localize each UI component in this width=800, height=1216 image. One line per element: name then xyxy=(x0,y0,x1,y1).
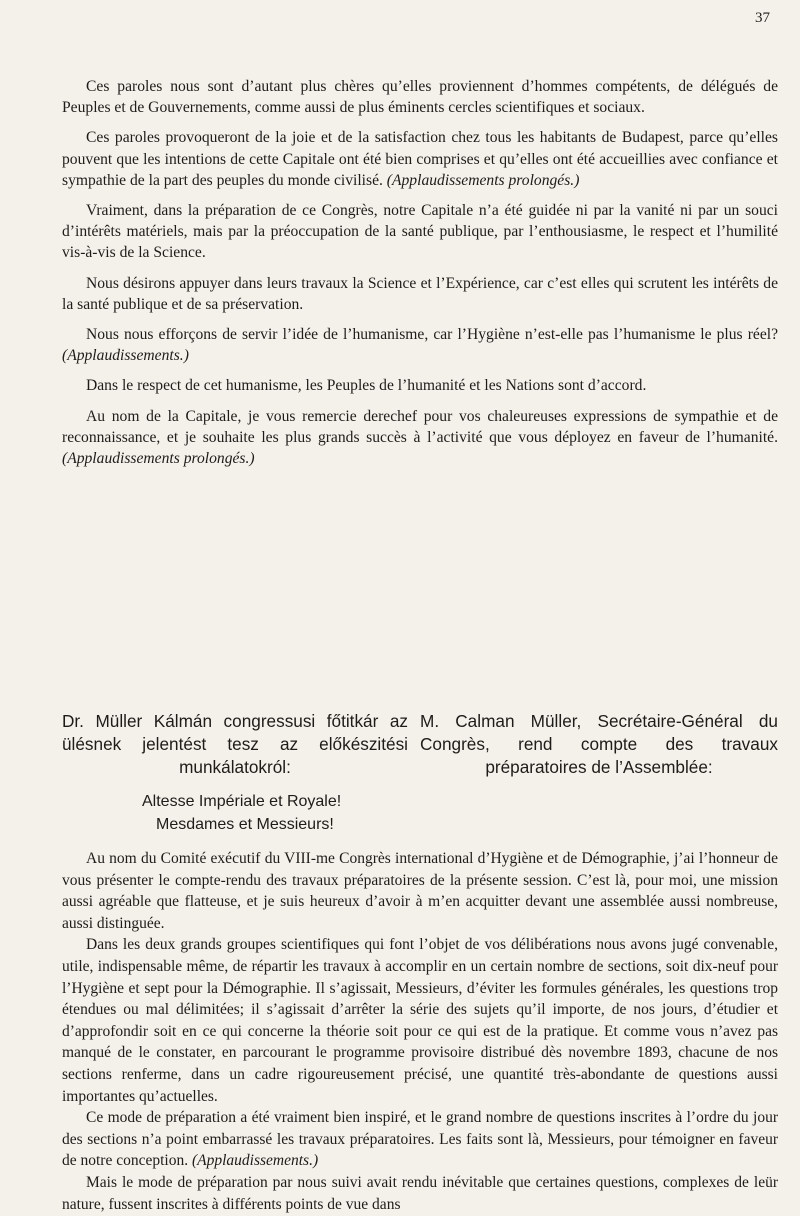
applause-note: (Applaudissements prolongés.) xyxy=(62,450,255,468)
applause-note: (Applaudissements prolongés.) xyxy=(386,171,580,189)
applause-note: (Applaudissements.) xyxy=(191,1152,319,1170)
page-number: 37 xyxy=(755,10,770,26)
salutation-line: Altesse Impériale et Royale! xyxy=(142,793,342,810)
paragraph: Au nom du Comité exécutif du VIII-me Congrès international d’Hygiène et de Démographie, j’ai l’honneur de vous présenter le compte-rendu des travaux préparatoires de la présente session. C’est là, pour moi, une mission aussi agréable que flatteuse, et je suis heureux d’avoir à m’en acquitter devant une assemblée aussi nombreuse, aussi distinguée. xyxy=(62,850,778,932)
heading-french: M. Calman Müller, Secrétaire-Général du Congrès, rend compte des travaux préparatoires de l’Assemblée: xyxy=(420,711,778,777)
paragraph: Ces paroles provoqueront de la joie et de la satisfaction chez tous les habitants de Budapest, parce qu’elles pouvent que les intentions de cette Capitale ont été bien comprises et qu’elles ont été accueillies avec confiance et sympathie de la part des peuples du monde civilisé. (Applaudissements prolongés.) xyxy=(62,129,778,189)
paragraph: Ce mode de préparation a été vraiment bien inspiré, et le grand nombre de questions inscrites à l’ordre du jour des sections n’a point embarrassé les travaux préparatoires. Les faits sont là, Messieurs, pour témoigner en faveur de notre conception. (Applaudissements.) xyxy=(62,1109,778,1170)
bilingual-heading xyxy=(62,710,778,779)
salutation-line: Mesdames et Messieurs! xyxy=(156,816,334,833)
paragraph: Nous désirons appuyer dans leurs travaux la Science et l’Expérience, car c’est elles qui scrutent les intérêts de la santé publique et de sa préservation. xyxy=(62,274,778,313)
heading-hungarian: Dr. Müller Kálmán congressusi főtitkár az ülésnek jelentést tesz az előkészitési munkálatokról: xyxy=(62,711,408,777)
applause-note: (Applaudissements.) xyxy=(62,347,189,365)
paragraph: Vraiment, dans la préparation de ce Congrès, notre Capitale n’a été guidée ni par la vanité ni par un souci d’intérêts matériels, mais par la préoccupation de la santé publique, par l’enthousiasme, le respect et l’humilité vis-à-vis de la Science. xyxy=(62,202,778,262)
paragraph: Ces paroles nous sont d’autant plus chères qu’elles proviennent d’hommes compétents, de délégués de Peuples et de Gouvernements, comme aussi de plus éminents cercles scientifiques et sociaux. xyxy=(62,78,778,117)
opening-speech xyxy=(62,76,778,478)
paragraph: Mais le mode de préparation par nous suivi avait rendu inévitable que certaines questions, complexes de leür nature, fussent inscrites à différents points de vue dans xyxy=(62,1173,778,1213)
paragraph: Au nom de la Capitale, je vous remercie derechef pour vos chaleureuses expressions de sympathie et de reconnaissance, et je souhaite les plus grands succès à l’activité que vous déployez en faveur de l’humanité. (Applaudissements prolongés.) xyxy=(62,407,778,468)
paragraph: Nous nous efforçons de servir l’idée de l’humanisme, car l’Hygiène n’est-elle pas l’humanisme le plus réel? (Applaudissements.) xyxy=(62,326,778,365)
paragraph: Dans le respect de cet humanisme, les Peuples de l’humanité et les Nations sont d’accord. xyxy=(86,377,647,395)
paragraph: Dans les deux grands groupes scientifiques qui font l’objet de vos délibérations nous avons jugé convenable, utile, indispensable même, de répartir les travaux à accomplir en un certain nombre de sections, soit dix-neuf pour l’Hygiène et sept pour la Démographie. Il s’agissait, Messieurs, d’éviter les formules générales, les questions trop étendues ou mal délimitées; il s’agissait d’arrêter la série des sujets qu’il importe, de nos jours, d’étudier et d’approfondir soit en ce qui concerne la théorie soit pour ce qui est de la pratique. Et comme vous n’avez pas manqué de le constater, en parcourant le programme provisoire distribué dès novembre 1893, chacune de nos sections renferme, dans un cadre rigoureusement précisé, une quantité très-abondante de questions aussi importantes qu’actuelles. xyxy=(62,936,778,1105)
report-speech xyxy=(62,848,778,1215)
salutation xyxy=(142,790,341,836)
